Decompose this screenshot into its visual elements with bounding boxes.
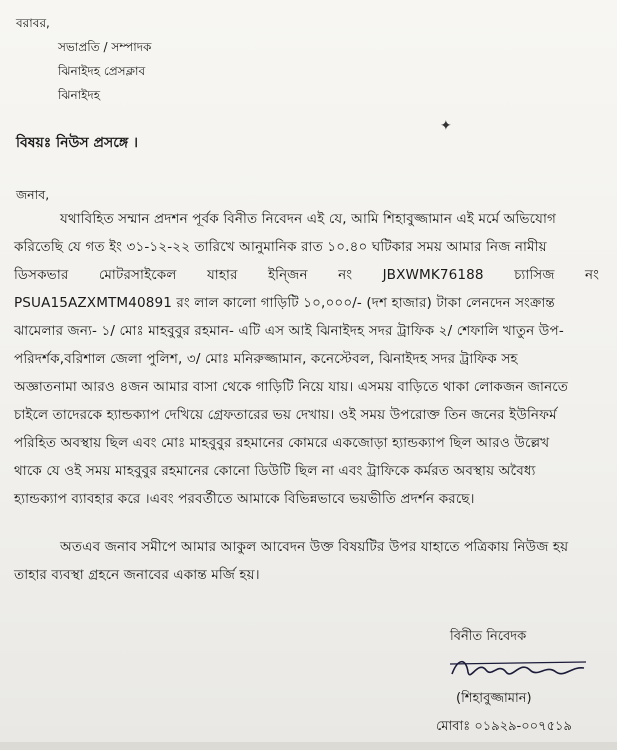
body-line: হ্যান্ডক্যাপ ব্যাবহার করে ।এবং পরবর্তীতে আমাকে বিভিন্নভাবে ভয়ভীতি প্রদর্শন করছে। [14,491,475,507]
salutation: জনাব, [16,187,50,202]
body-line: পরিহিত অবস্থায় ছিল এবং মোঃ মাহবুবুর রহমানের কোমরে একজোড়া হ্যান্ডক্যাপ ছিল আরও উল্লেখ [14,435,550,451]
body-line: অজ্ঞাতনামা আরও ৪জন আমার বাসা থেকে গাড়িটি নিয়ে যায়। এসময় বাড়িতে থাকা লোকজন জানতে [14,379,569,395]
signature-scribble-icon [448,652,588,686]
address-line-1: সভাপ্রতি / সম্পাদক [58,40,152,54]
pin-mark-icon: ✦ [440,118,452,134]
body-line: যথাবিহিত সম্মান প্রদশন পূর্বক বিনীত নিবেদন এই যে, আমি শিহাবুজ্জামান এই মর্মে অভিযোগ [60,211,557,227]
subject-line: বিষয়ঃ নিউস প্রসঙ্গে । [16,135,138,151]
body-line: PSUA15AZXMTM40891 রং লাল কালো গাড়িটি ১০,০০০/- (দশ হাজার) টাকা লেনদেন সংক্রান্ত [14,295,555,311]
address-line-3: ঝিনাইদহ [58,88,101,102]
signature-name: (শিহাবুজ্জামান) [456,691,532,706]
body-line: ঝামেলার জন্য- ১/ মোঃ মাহবুবুর রহমান- এটি এস আই ঝিনাইদহ সদর ট্রাফিক ২/ শেফালি খাতুন উপ- [14,323,564,339]
mobile-number: মোবাঃ ০১৯২৯-০০৭৫১৯ [436,719,572,734]
signature-scribble-text: শিহাবুজ্জামান [488,674,494,675]
address-line-2: ঝিনাইদহ প্রেসক্লাব [58,64,146,78]
page-bottom-edge [0,742,617,750]
body-line: চাইলে তাদেরকে হ্যান্ডক্যাপ দেখিয়ে গ্রেফতারের ভয় দেখায়। ওই সময় উপরোক্ত তিন জনের ইউনিফর্ম [14,407,557,423]
closing-line: তাহার ব্যবস্থা গ্রহনে জনাবের একান্ত মর্জি হয়। [14,567,260,583]
closing-line: অতএব জনাব সমীপে আমার আকুল আবেদন উক্ত বিষয়টির উপর যাহাতে পত্রিকায় নিউজ হয় [60,539,569,555]
body-line: করিতেছি যে গত ইং ৩১-১২-২২ তারিখে আনুমানিক রাত ১০.৪০ ঘটিকার সময় আমার নিজ নামীয় [14,239,547,255]
body-line: থাকে যে ওই সময় মাহবুবুর রহমানের কোনো ডিউটি ছিল না এবং ট্রাফিকে কর্মরত অবস্থায় অবৈধ্য [14,463,536,479]
body-line: ডিসকভার মোটরসাইকেল যাহার ইন্জিন নং JBXWMK76188 চ্যাসিজ নং [14,267,600,283]
signature-regards: বিনীত নিবেদক [450,629,527,644]
address-to: বরাবর, [16,16,50,30]
body-line: পরিদর্শক,বরিশাল জেলা পুলিশ, ৩/ মোঃ মনিরুজ্জামান, কনেস্টেবল, ঝিনাইদহ সদর ট্রাফিক সহ [14,351,518,367]
